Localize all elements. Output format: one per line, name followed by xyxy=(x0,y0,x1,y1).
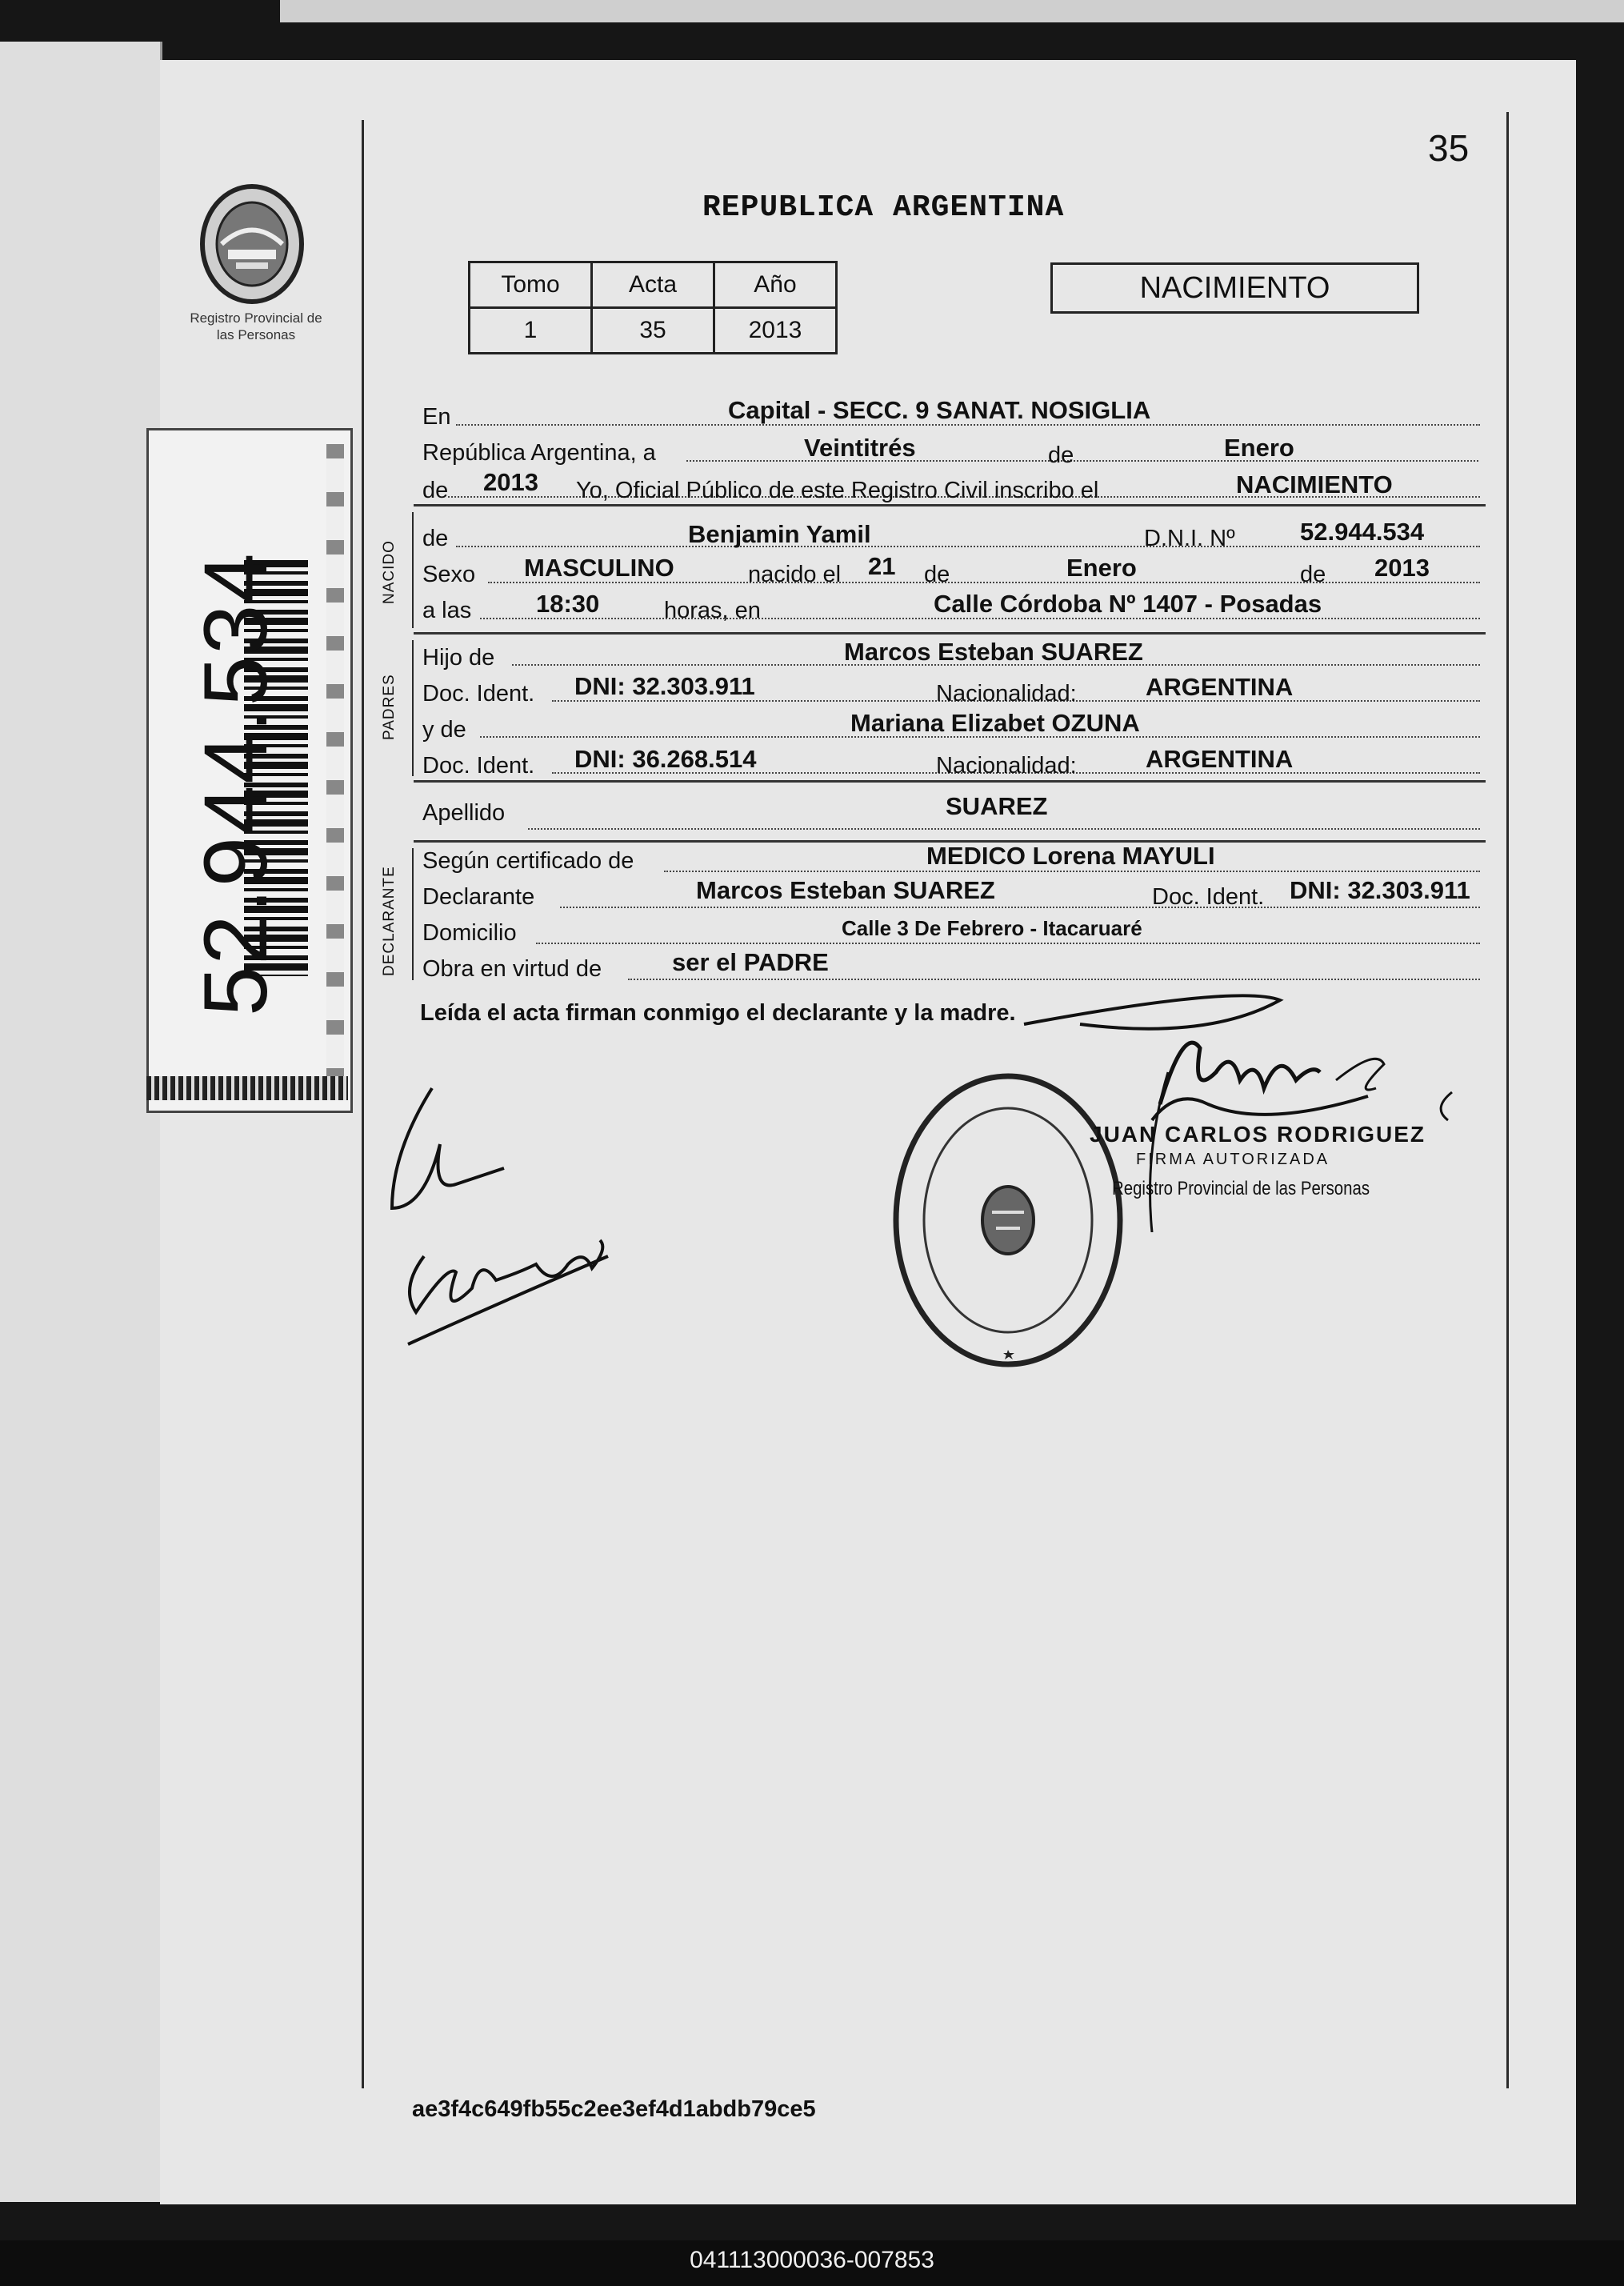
left-margin-line xyxy=(362,120,364,2088)
official-role: FIRMA AUTORIZADA xyxy=(1136,1151,1330,1168)
declarante-label: Declarante xyxy=(422,884,535,910)
dotted-rule xyxy=(664,871,1480,872)
father-nationality: ARGENTINA xyxy=(1146,673,1294,701)
registration-month: Enero xyxy=(1224,434,1294,462)
section-bracket xyxy=(412,848,414,980)
doc-ident-label: Doc. Ident. xyxy=(1152,884,1265,910)
record-table xyxy=(468,261,838,354)
nacido-el-label: nacido el xyxy=(748,562,842,587)
section-bracket xyxy=(412,640,414,776)
record-table-cell: 2013 xyxy=(714,308,837,354)
section-label-padres: PADRES xyxy=(381,674,398,740)
de-label: de xyxy=(422,478,449,503)
de-label: de xyxy=(422,526,449,551)
birth-place: Calle Córdoba Nº 1407 - Posadas xyxy=(934,590,1322,618)
record-table-header: Año xyxy=(714,262,837,308)
medical-certificate: MEDICO Lorena MAYULI xyxy=(926,842,1215,870)
birth-year: 2013 xyxy=(1374,554,1430,582)
record-table-cell: 1 xyxy=(470,308,592,354)
adjacent-page-strip xyxy=(280,0,1624,22)
doc-ident-label: Doc. Ident. xyxy=(422,681,535,707)
record-table-cell: 35 xyxy=(592,308,714,354)
province-seal-icon xyxy=(180,176,340,312)
registry-logo-text: Registro Provincial de las Personas xyxy=(190,310,322,342)
nacionalidad-label: Nacionalidad: xyxy=(936,681,1077,707)
section-divider xyxy=(414,504,1486,506)
barcode-band-bottom xyxy=(146,1076,348,1100)
record-table-header: Acta xyxy=(592,262,714,308)
sexo-label: Sexo xyxy=(422,562,476,587)
de-label: de xyxy=(1048,442,1074,468)
oficial-statement: Yo, Oficial Público de este Registro Civil inscribo el xyxy=(576,478,1099,503)
inscription-type: NACIMIENTO xyxy=(1236,470,1393,498)
mother-nationality: ARGENTINA xyxy=(1146,745,1294,773)
declarant-capacity: ser el PADRE xyxy=(672,948,829,976)
official-institution: Registro Provincial de las Personas xyxy=(1112,1178,1370,1199)
hijo-de-label: Hijo de xyxy=(422,645,495,671)
domicilio-label: Domicilio xyxy=(422,920,517,946)
obra-label: Obra en virtud de xyxy=(422,956,602,982)
official-signature xyxy=(1000,976,1520,1232)
barcode-number: 52.944.534 xyxy=(186,551,286,1016)
registry-logo xyxy=(180,176,340,360)
birth-time: 18:30 xyxy=(536,590,600,618)
barcode-security-strip xyxy=(326,444,344,1100)
registration-day-words: Veintitrés xyxy=(804,434,916,462)
section-bracket xyxy=(412,512,414,628)
father-doc: DNI: 32.303.911 xyxy=(574,672,755,700)
document-hash: ae3f4c649fb55c2ee3ef4d1abdb79ce5 xyxy=(412,2096,816,2122)
child-sex: MASCULINO xyxy=(524,554,674,582)
apellido-label: Apellido xyxy=(422,800,506,826)
official-name: JUAN CARLOS RODRIGUEZ xyxy=(1090,1122,1426,1147)
de-label: de xyxy=(1300,562,1326,587)
mother-doc: DNI: 36.268.514 xyxy=(574,745,757,773)
dni-label: D.N.I. Nº xyxy=(1144,526,1235,551)
registration-year: 2013 xyxy=(483,468,538,496)
section-label-declarante: DECLARANTE xyxy=(381,866,398,976)
a-las-label: a las xyxy=(422,598,472,623)
de-label: de xyxy=(924,562,950,587)
declarant-signatures xyxy=(376,1080,632,1368)
republica-label: República Argentina, a xyxy=(422,440,656,466)
closing-statement: Leída el acta firman conmigo el declarante y la madre. xyxy=(420,1000,1016,1026)
declarant-doc: DNI: 32.303.911 xyxy=(1290,876,1470,904)
child-dni: 52.944.534 xyxy=(1300,518,1425,546)
nacionalidad-label: Nacionalidad: xyxy=(936,753,1077,779)
section-divider xyxy=(414,632,1486,635)
mother-name: Mariana Elizabet OZUNA xyxy=(850,709,1140,737)
declarant-name: Marcos Esteban SUAREZ xyxy=(696,876,995,904)
dotted-rule xyxy=(536,943,1480,944)
doc-ident-label: Doc. Ident. xyxy=(422,753,535,779)
declarant-address: Calle 3 De Febrero - Itacaruaré xyxy=(842,916,1142,940)
page-number: 35 xyxy=(1428,127,1470,169)
footer-code: 041113000036-007853 xyxy=(690,2247,934,2273)
dotted-rule xyxy=(560,907,1480,908)
section-divider xyxy=(414,780,1486,783)
birth-day: 21 xyxy=(868,552,896,580)
father-name: Marcos Esteban SUAREZ xyxy=(844,638,1143,666)
country-title: REPUBLICA ARGENTINA xyxy=(702,190,1065,225)
record-type-box: NACIMIENTO xyxy=(1050,262,1419,314)
child-name: Benjamin Yamil xyxy=(688,520,871,548)
left-book-page xyxy=(0,42,162,2202)
section-label-nacido: NACIDO xyxy=(381,540,398,604)
en-label: En xyxy=(422,404,451,430)
registration-place: Capital - SECC. 9 SANAT. NOSIGLIA xyxy=(728,396,1151,424)
birth-month: Enero xyxy=(1066,554,1137,582)
horas-label: horas, en xyxy=(664,598,761,623)
certificado-label: Según certificado de xyxy=(422,848,634,874)
y-de-label: y de xyxy=(422,717,466,743)
dotted-rule xyxy=(528,828,1480,830)
surname: SUAREZ xyxy=(946,792,1048,820)
record-table-header: Tomo xyxy=(470,262,592,308)
